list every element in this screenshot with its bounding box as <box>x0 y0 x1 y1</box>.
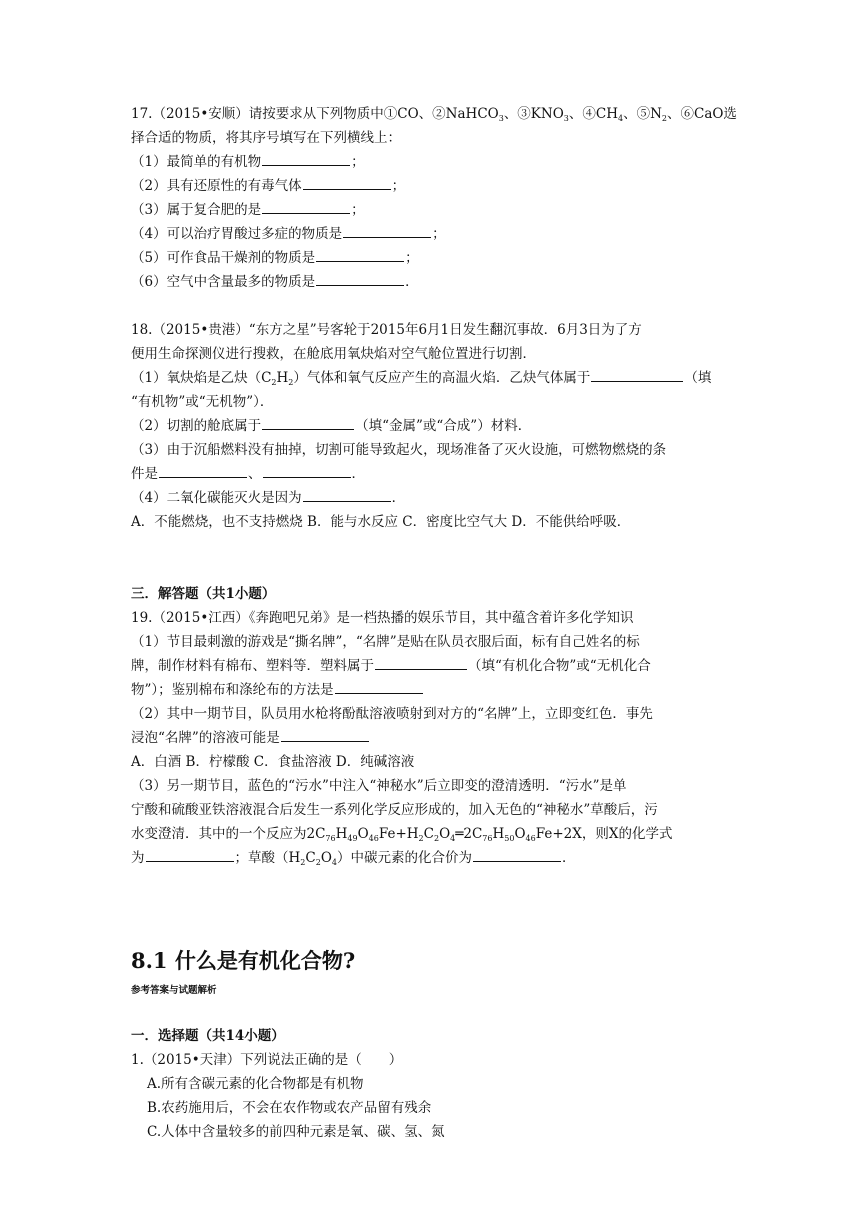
q18-part-1-cont: “有机物”或“无机物”）． <box>131 394 274 410</box>
q17-stem-line2: 择合适的物质，将其序号填写在下列横线上： <box>131 130 401 146</box>
q17-item-1: （1）最简单的有机物 ； <box>131 150 731 174</box>
q19-part-3: （3）另一期节目，蓝色的“污水”中注入“神秘水”后立即变的澄清透明．“污水”是单 <box>131 778 627 794</box>
section-heading-3: 三．解答题（共1小题） <box>131 586 276 602</box>
answer-blank[interactable] <box>262 150 350 166</box>
answer-blank[interactable] <box>591 366 683 382</box>
q1-stem: 1.（2015•天津）下列说法正确的是（ ） <box>131 1052 403 1068</box>
answer-blank[interactable] <box>146 846 234 862</box>
q1-option-a: A.所有含碳元素的化合物都是有机物 <box>147 1076 364 1092</box>
q18-part-4: （4）二氧化碳能灭火是因为 ． <box>131 486 731 510</box>
q18-stem-line2: 便用生命探测仪进行搜救，在舱底用氧炔焰对空气舱位置进行切割． <box>131 346 536 362</box>
answer-blank[interactable] <box>281 726 369 742</box>
q18-part-2: （2）切割的舱底属于 （填“金属”或“合成”）材料． <box>131 414 731 438</box>
question-18 <box>131 318 731 534</box>
q17-item-5: （5）可作食品干燥剂的物质是 ； <box>131 246 731 270</box>
chapter-title: 8.1 什么是有机化合物? <box>131 948 356 973</box>
q19-part-1: （1）节目最刺激的游戏是“撕名牌”，“名牌”是贴在队员衣服后面，标有自己姓名的标 <box>131 634 640 650</box>
q18-part-3: （3）由于沉船燃料没有抽掉，切割可能导致起火，现场准备了灭火设施，可燃物燃烧的条 <box>131 442 667 458</box>
answer-blank[interactable] <box>262 198 350 214</box>
answer-analysis-label: 参考答案与试题解析 <box>131 985 217 996</box>
answer-blank[interactable] <box>316 246 404 262</box>
question-1 <box>131 1048 731 1144</box>
q19-part-2: （2）其中一期节目，队员用水枪将酚酞溶液喷射到对方的“名牌”上，立即变红色．事先 <box>131 706 653 722</box>
q19-part-3-equation: 水变澄清．其中的一个反应为$2C_{76}H_{49}O_{46}Fe+H_2C_2O_4═2C_{76}H_{50}O_{46}Fe+2X$，则X的化学式 <box>131 826 673 843</box>
q1-option-b: B.农药施用后，不会在农作物或农产品留有残余 <box>147 1100 432 1116</box>
q17-item-4: （4）可以治疗胃酸过多症的物质是 ； <box>131 222 731 246</box>
answer-blank[interactable] <box>375 654 467 670</box>
answer-blank[interactable] <box>473 846 561 862</box>
q19-part-1-cont2: 物”）；鉴别棉布和涤纶布的方法是 <box>131 678 731 702</box>
answer-blank[interactable] <box>316 270 404 286</box>
q19-part-1-cont: 牌，制作材料有棉布、塑料等．塑料属于 （填“有机化合物”或“无机化合 <box>131 654 731 678</box>
q18-options: A．不能燃烧，也不支持燃烧 B．能与水反应 C．密度比空气大 D．不能供给呼吸． <box>131 514 631 530</box>
section-heading-1: 一．选择题（共14小题） <box>131 1028 285 1044</box>
q1-option-c: C.人体中含量较多的前四种元素是氧、碳、氢、氮 <box>147 1124 445 1140</box>
document-page <box>131 102 737 1144</box>
q18-part-1: （1）氧炔焰是乙炔$(C_2H_2)$气体和氧气反应产生的高温火焰．乙炔气体属于 （填 <box>131 366 731 390</box>
answer-blank[interactable] <box>303 174 391 190</box>
answer-blank[interactable] <box>262 414 354 430</box>
q19-part-3-cont: 宁酸和硫酸亚铁溶液混合后发生一系列化学反应形成的，加入无色的“神秘水”草酸后，污 <box>131 802 658 818</box>
answer-blank[interactable] <box>263 462 351 478</box>
q17-item-6: （6）空气中含量最多的物质是 ． <box>131 270 731 294</box>
q17-item-3: （3）属于复合肥的是 ； <box>131 198 731 222</box>
answer-blank[interactable] <box>303 486 391 502</box>
answer-blank[interactable] <box>159 462 247 478</box>
q19-stem: 19.（2015•江西）《奔跑吧兄弟》是一档热播的娱乐节目，其中蕴含着许多化学知识 <box>131 610 634 626</box>
q18-stem-line1: 18.（2015•贵港）“东方之星”号客轮于2015年6月1日发生翻沉事故．6月3日为了方 <box>131 322 642 338</box>
answer-blank[interactable] <box>335 678 423 694</box>
q19-options: A．白酒 B．柠檬酸 C．食盐溶液 D．纯碱溶液 <box>131 754 415 770</box>
q18-part-3-cont: 件是 、 ． <box>131 462 731 486</box>
question-17 <box>131 102 737 294</box>
q19-part-2-cont: 浸泡“名牌”的溶液可能是 <box>131 726 731 750</box>
answer-blank[interactable] <box>343 222 431 238</box>
q17-stem-line1: 17.（2015•安顺）请按要求从下列物质中①CO、②NaHCO$_3$、$③KNO_3$、$④CH_4$、$⑤N_2$、⑥CaO选 <box>131 106 737 123</box>
question-19 <box>131 606 731 870</box>
q17-item-2: （2）具有还原性的有毒气体 ； <box>131 174 731 198</box>
q19-part-3-cont2: 为 ；草酸$(H_2C_2O_4)$中碳元素的化合价为 ． <box>131 846 731 870</box>
